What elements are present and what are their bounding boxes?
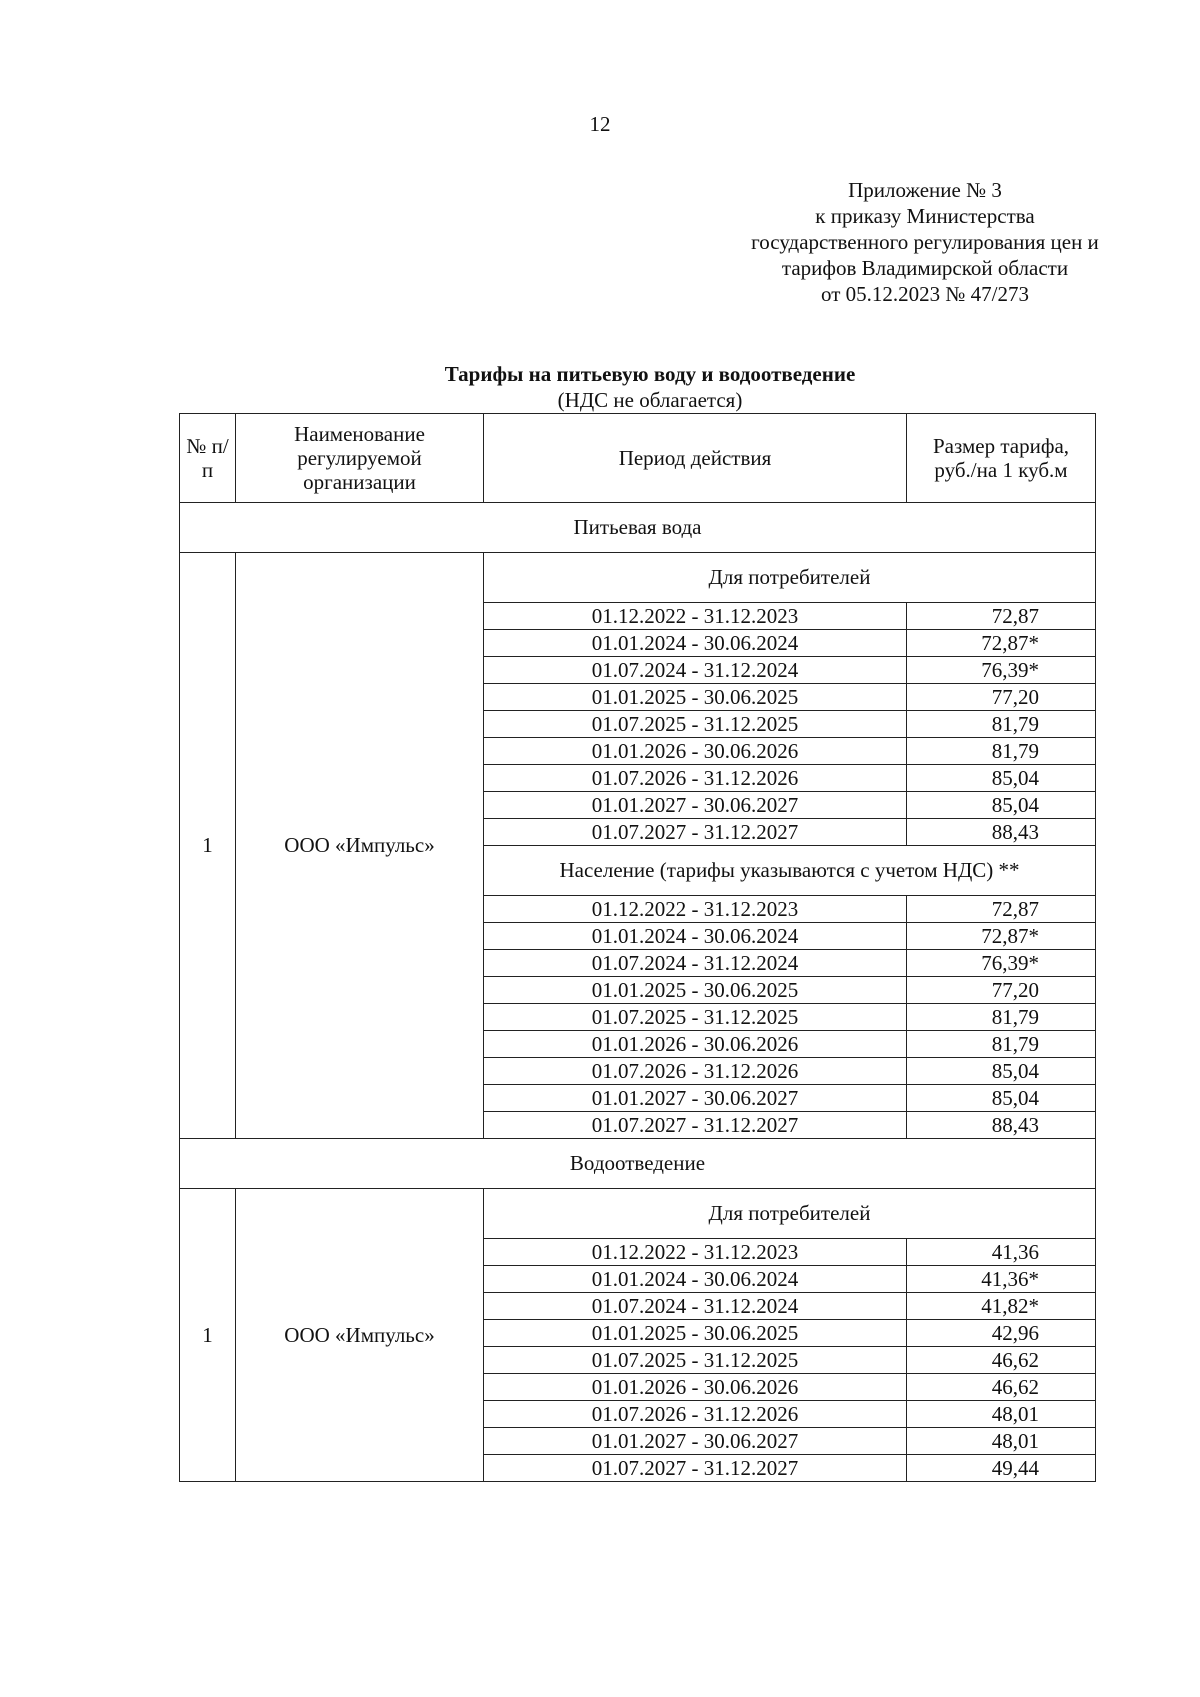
- period-cell: 01.07.2026 - 31.12.2026: [484, 765, 907, 792]
- appendix-block: [720, 177, 1130, 307]
- organization-name: ООО «Импульс»: [236, 553, 484, 1139]
- rate-cell: 76,39*: [907, 657, 1096, 684]
- period-cell: 01.01.2025 - 30.06.2025: [484, 684, 907, 711]
- table-body: [180, 503, 1096, 1482]
- appendix-line: государственного регулирования цен и: [751, 230, 1099, 254]
- period-cell: 01.07.2024 - 31.12.2024: [484, 950, 907, 977]
- period-cell: 01.01.2027 - 30.06.2027: [484, 1085, 907, 1112]
- appendix-line: от 05.12.2023 № 47/273: [820, 282, 1030, 306]
- subgroup-title: Для потребителей: [484, 1189, 1096, 1239]
- rate-cell: 85,04: [907, 1058, 1096, 1085]
- period-cell: 01.01.2026 - 30.06.2026: [484, 1031, 907, 1058]
- period-cell: 01.07.2027 - 31.12.2027: [484, 1112, 907, 1139]
- rate-cell: 72,87: [907, 603, 1096, 630]
- appendix-line: к приказу Министерства: [815, 204, 1035, 228]
- rate-cell: 88,43: [907, 1112, 1096, 1139]
- period-cell: 01.01.2027 - 30.06.2027: [484, 1428, 907, 1455]
- rate-cell: 72,87*: [907, 630, 1096, 657]
- rate-cell: 72,87: [907, 896, 1096, 923]
- period-cell: 01.01.2027 - 30.06.2027: [484, 792, 907, 819]
- rate-cell: 85,04: [907, 765, 1096, 792]
- period-cell: 01.07.2026 - 31.12.2026: [484, 1401, 907, 1428]
- period-cell: 01.07.2024 - 31.12.2024: [484, 1293, 907, 1320]
- table-header-row: [180, 414, 1096, 503]
- period-cell: 01.01.2024 - 30.06.2024: [484, 923, 907, 950]
- header-period: Период действия: [484, 414, 907, 503]
- rate-cell: 81,79: [907, 711, 1096, 738]
- rate-cell: 85,04: [907, 792, 1096, 819]
- section-title: Питьевая вода: [180, 503, 1096, 553]
- subgroup-row: [180, 553, 1096, 603]
- appendix-line: тарифов Владимирской области: [781, 256, 1069, 280]
- rate-cell: 48,01: [907, 1428, 1096, 1455]
- header-num: № п/п: [180, 414, 236, 503]
- document-title: Тарифы на питьевую воду и водоотведение: [444, 362, 856, 386]
- rate-cell: 81,79: [907, 1004, 1096, 1031]
- period-cell: 01.01.2026 - 30.06.2026: [484, 1374, 907, 1401]
- subgroup-title: Для потребителей: [484, 553, 1096, 603]
- period-cell: 01.07.2025 - 31.12.2025: [484, 1347, 907, 1374]
- row-number: 1: [180, 1189, 236, 1482]
- tariff-table: [179, 413, 1096, 1482]
- row-number: 1: [180, 553, 236, 1139]
- period-cell: 01.07.2025 - 31.12.2025: [484, 711, 907, 738]
- rate-cell: 42,96: [907, 1320, 1096, 1347]
- rate-cell: 41,82*: [907, 1293, 1096, 1320]
- period-cell: 01.07.2027 - 31.12.2027: [484, 819, 907, 846]
- rate-cell: 48,01: [907, 1401, 1096, 1428]
- section-row: [180, 1139, 1096, 1189]
- page-number: 12: [589, 112, 611, 136]
- header-rate: Размер тарифа, руб./на 1 куб.м: [907, 414, 1096, 503]
- header-org: Наименование регулируемой организации: [236, 414, 484, 503]
- rate-cell: 76,39*: [907, 950, 1096, 977]
- period-cell: 01.12.2022 - 31.12.2023: [484, 603, 907, 630]
- rate-cell: 46,62: [907, 1374, 1096, 1401]
- period-cell: 01.07.2026 - 31.12.2026: [484, 1058, 907, 1085]
- rate-cell: 85,04: [907, 1085, 1096, 1112]
- period-cell: 01.07.2027 - 31.12.2027: [484, 1455, 907, 1482]
- section-title: Водоотведение: [180, 1139, 1096, 1189]
- period-cell: 01.12.2022 - 31.12.2023: [484, 1239, 907, 1266]
- period-cell: 01.01.2025 - 30.06.2025: [484, 977, 907, 1004]
- rate-cell: 49,44: [907, 1455, 1096, 1482]
- period-cell: 01.01.2024 - 30.06.2024: [484, 630, 907, 657]
- period-cell: 01.12.2022 - 31.12.2023: [484, 896, 907, 923]
- rate-cell: 41,36: [907, 1239, 1096, 1266]
- organization-name: ООО «Импульс»: [236, 1189, 484, 1482]
- period-cell: 01.01.2026 - 30.06.2026: [484, 738, 907, 765]
- rate-cell: 77,20: [907, 684, 1096, 711]
- period-cell: 01.07.2025 - 31.12.2025: [484, 1004, 907, 1031]
- section-row: [180, 503, 1096, 553]
- period-cell: 01.01.2024 - 30.06.2024: [484, 1266, 907, 1293]
- rate-cell: 46,62: [907, 1347, 1096, 1374]
- subgroup-row: [180, 1189, 1096, 1239]
- period-cell: 01.07.2024 - 31.12.2024: [484, 657, 907, 684]
- appendix-line: Приложение № 3: [848, 178, 1002, 202]
- rate-cell: 41,36*: [907, 1266, 1096, 1293]
- document-subtitle: (НДС не облагается): [557, 388, 743, 412]
- rate-cell: 77,20: [907, 977, 1096, 1004]
- period-cell: 01.01.2025 - 30.06.2025: [484, 1320, 907, 1347]
- rate-cell: 81,79: [907, 738, 1096, 765]
- subgroup-title: Население (тарифы указываются с учетом НДС) **: [484, 846, 1096, 896]
- rate-cell: 72,87*: [907, 923, 1096, 950]
- rate-cell: 88,43: [907, 819, 1096, 846]
- rate-cell: 81,79: [907, 1031, 1096, 1058]
